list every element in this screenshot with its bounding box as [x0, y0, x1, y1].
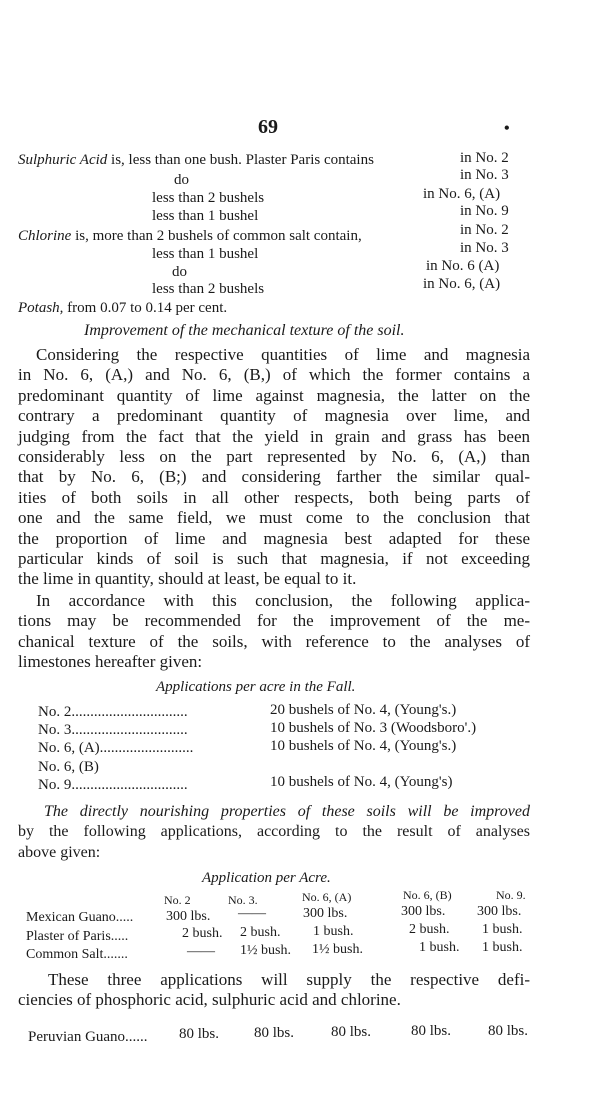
acre-row-label: Plaster of Paris.....: [26, 929, 129, 944]
fall-row-value: 10 bushels of No. 3 (Woodsboro'.): [270, 720, 477, 736]
paragraph-accordance: [18, 591, 530, 673]
page-number: 69: [258, 116, 278, 138]
para2-line: tions may be recommended for the improvement of the me-: [18, 611, 530, 631]
acre-cell: 300 lbs.: [401, 904, 446, 919]
chlorine-label: Chlorine: [18, 228, 72, 244]
para1-line: one and the same field, we must come to the conclusion that: [18, 508, 530, 528]
fall-row-label: No. 6, (A).........................: [38, 740, 194, 756]
acre-column-header: No. 6, (B): [403, 888, 452, 902]
para1-line: predominant quantity of lime against magnesia, the latter on the: [18, 385, 530, 405]
fall-row-label: No. 9...............................: [38, 777, 188, 793]
acre-row-label: Common Salt.......: [26, 947, 128, 962]
sulphuric-desc-4: less than 1 bushel: [152, 208, 259, 224]
acre-cell: ——: [238, 906, 266, 921]
chlorine-loc-3: in No. 6 (A): [426, 258, 500, 274]
potash-text: from 0.07 to 0.14 per cent.: [67, 300, 228, 316]
sulphuric-loc-3: in No. 6, (A): [423, 186, 501, 202]
para2-line: limestones hereafter given:: [18, 652, 203, 672]
acre-cell: 1 bush.: [313, 924, 354, 939]
acre-column-header: No. 2: [164, 893, 191, 907]
chlorine-desc-2: less than 1 bushel: [152, 246, 259, 262]
acre-cell: 1 bush.: [482, 922, 523, 937]
chlorine-line: [18, 228, 362, 245]
para1-line: Considering the respective quantities of lime and magnesia: [36, 345, 530, 364]
chlorine-text: is, more than 2 bushels of common salt contain,: [75, 228, 362, 244]
fall-row-label: No. 6, (B): [38, 759, 99, 775]
para1-line: in No. 6, (A,) and No. 6, (B,) of which the former contains a: [18, 365, 530, 385]
peruvian-cell: 80 lbs.: [179, 1026, 220, 1042]
acre-cell: 2 bush.: [240, 925, 281, 940]
sulphuric-text: is, less than one bush. Plaster Paris contains: [111, 152, 374, 168]
fall-row-label: No. 2...............................: [38, 704, 188, 720]
para1-line: the proportion of lime and magnesia best adapted for these: [18, 528, 530, 548]
acre-cell: 1½ bush.: [312, 942, 363, 957]
para1-line: contrary a predominant quantity of magnesia over lime, and: [18, 406, 530, 426]
chlorine-desc-3: do: [172, 264, 187, 280]
para1-line: that by No. 6, (B;) and considering farther the similar qual-: [18, 467, 530, 487]
fall-heading: Applications per acre in the Fall.: [156, 679, 356, 695]
para3-italic-line: The directly nourishing properties of these soils will be improved: [44, 803, 530, 820]
paragraph-nourishing: [18, 802, 530, 863]
acre-cell: 300 lbs.: [303, 906, 348, 921]
sulphuric-desc-2: do: [174, 172, 189, 188]
peruvian-cell: 80 lbs.: [488, 1023, 529, 1039]
acre-cell: 2 bush.: [182, 926, 223, 941]
acre-cell: 1½ bush.: [240, 943, 291, 958]
potash-line: [18, 300, 227, 317]
fall-row-value: 10 bushels of No. 4, (Young's.): [270, 738, 457, 754]
peruvian-cell: 80 lbs.: [331, 1024, 372, 1040]
para4-line: ciencies of phosphoric acid, sulphuric acid and chlorine.: [18, 990, 401, 1010]
acre-cell: 2 bush.: [409, 922, 450, 937]
improvement-heading: Improvement of the mechanical texture of the soil.: [84, 322, 405, 339]
acre-cell: 300 lbs.: [477, 904, 522, 919]
chlorine-desc-4: less than 2 bushels: [152, 281, 265, 297]
paragraph-three-applications: [18, 970, 530, 1011]
para1-line: ities of both soils in all other respects, both being parts of: [18, 487, 530, 507]
para1-line: considerably less on the part represented by No. 6, (A,) than: [18, 447, 530, 467]
acre-cell: 1 bush.: [482, 940, 523, 955]
peruvian-cell: 80 lbs.: [411, 1023, 452, 1039]
acre-heading: Application per Acre.: [202, 870, 331, 886]
acre-row-label: Mexican Guano.....: [26, 910, 134, 925]
para3-line: by the following applications, according to the result of analyses: [18, 823, 530, 841]
peruvian-label: Peruvian Guano......: [28, 1029, 148, 1045]
sulphuric-line: [18, 152, 374, 169]
acre-column-header: No. 3.: [228, 893, 258, 907]
acre-cell: ——: [187, 944, 215, 959]
peruvian-cell: 80 lbs.: [254, 1025, 295, 1041]
sulphuric-loc-4: in No. 9: [460, 203, 509, 219]
chlorine-loc-4: in No. 6, (A): [423, 276, 501, 292]
fall-row-label: No. 3...............................: [38, 722, 188, 738]
sulphuric-loc-2: in No. 3: [460, 167, 509, 183]
chlorine-loc-1: in No. 2: [460, 222, 509, 238]
para1-line: the lime in quantity, should at least, be equal to it.: [18, 569, 357, 589]
para4-line: These three applications will supply the respective defi-: [48, 970, 530, 989]
sulphuric-loc-1: in No. 2: [460, 150, 509, 166]
para2-line: In accordance with this conclusion, the following applica-: [36, 591, 530, 610]
corner-mark: •: [504, 120, 510, 137]
para1-line: particular kinds of soil is such that magnesia, if not exceeding: [18, 549, 530, 569]
chlorine-loc-2: in No. 3: [460, 240, 509, 256]
para1-line: judging from the fact that the yield in grain and grass has been: [18, 426, 530, 446]
sulphuric-desc-3: less than 2 bushels: [152, 190, 265, 206]
acre-column-header: No. 9.: [496, 888, 526, 902]
potash-label: Potash,: [18, 300, 64, 316]
acre-cell: 300 lbs.: [166, 909, 211, 924]
sulphuric-label: Sulphuric Acid: [18, 152, 108, 168]
acre-column-header: No. 6, (A): [302, 890, 352, 904]
para3-line: above given:: [18, 843, 101, 861]
acre-cell: 1 bush.: [419, 940, 460, 955]
fall-row-value: 10 bushels of No. 4, (Young's): [270, 774, 453, 790]
fall-row-value: 20 bushels of No. 4, (Young's.): [270, 702, 457, 718]
paragraph-considering: [18, 345, 530, 590]
para2-line: chanical texture of the soils, with reference to the analyses of: [18, 631, 530, 651]
